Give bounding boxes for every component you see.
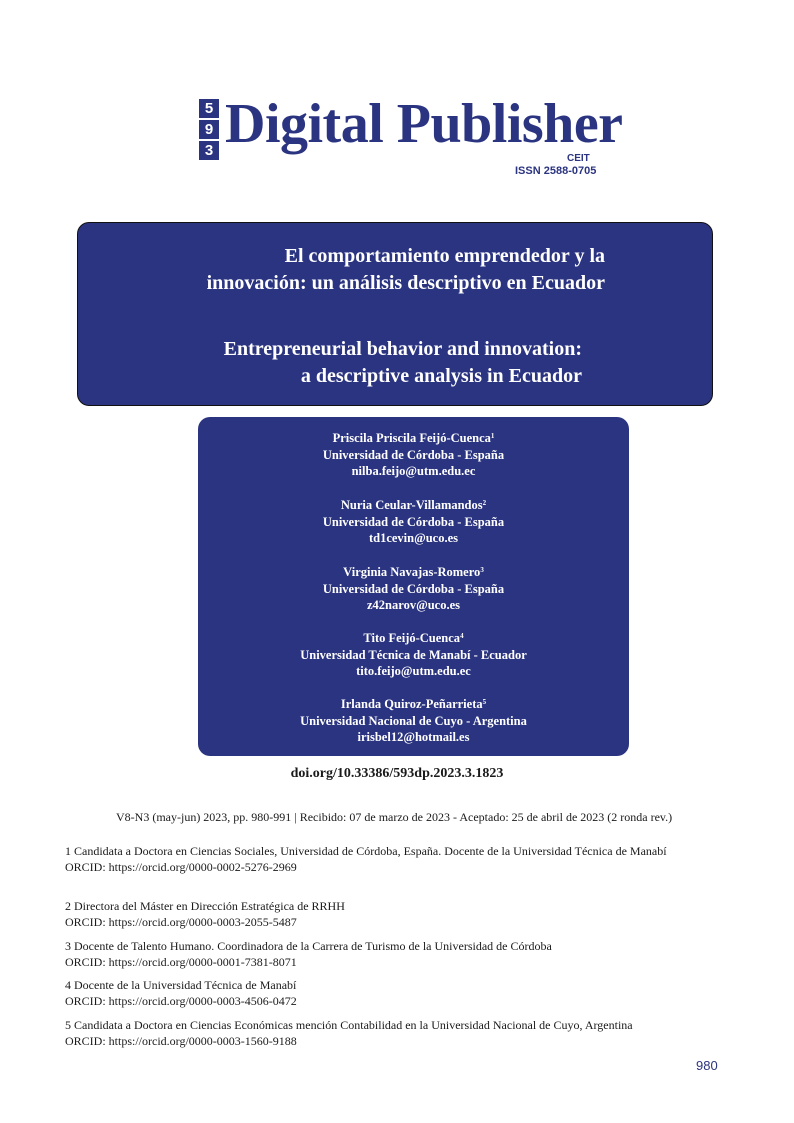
author-affiliation: Universidad de Córdoba - España [322,447,505,462]
author-block [198,696,629,746]
footnote-text: 5 Candidata a Doctora en Ciencias Económicas mención Contabilidad en la Universidad Nacional de Cuyo, Argentina [65,1018,633,1032]
author-email[interactable]: nilba.feijo@utm.edu.ec [351,464,476,478]
author-name: Irlanda Quiroz-Peñarrieta$^5$ [340,697,487,711]
author-footnote-ref[interactable]: 3 [480,566,484,574]
author-block [198,430,629,480]
author-footnote-ref[interactable]: 2 [482,499,487,507]
author-affiliation: Universidad Nacional de Cuyo - Argentina [300,713,527,728]
footnote-text: 4 Docente de la Universidad Técnica de Manabí [65,978,297,992]
footnote [65,938,725,970]
publication-meta: V8-N3 (may-jun) 2023, pp. 980-991 | Recibido: 07 de marzo de 2023 - Aceptado: 25 de abril de 2023 (2 ronda rev.) [116,810,673,824]
orcid-link[interactable]: ORCID: https://orcid.org/0000-0001-7381-8071 [65,955,297,969]
author-block [198,564,629,614]
author-name: Nuria Ceular-Villamandos$^2$ [340,498,487,512]
orcid-link[interactable]: ORCID: https://orcid.org/0000-0003-1560-9188 [65,1034,297,1048]
title-box [77,222,713,406]
orcid-link[interactable]: ORCID: https://orcid.org/0000-0003-4506-0472 [65,994,297,1008]
logo-digit: 5 [199,99,219,118]
logo-digit: 9 [199,120,219,139]
author-name: Priscila Priscila Feijó-Cuenca$^1$ [332,431,495,445]
title-en-line-1: Entrepreneurial behavior and innovation: [223,338,582,360]
title-en-line-2: a descriptive analysis in Ecuador [300,365,582,387]
author-footnote-ref[interactable]: 1 [490,432,495,440]
orcid-link[interactable]: ORCID: https://orcid.org/0000-0002-5276-2969 [65,860,297,874]
author-affiliation: Universidad Técnica de Manabí - Ecuador [300,647,527,662]
footnote [65,1017,725,1049]
author-email[interactable]: irisbel12@hotmail.es [357,730,470,744]
footnote [65,898,725,930]
title-es-line-1: El comportamiento emprendedor y la [284,245,605,267]
footnote [65,843,725,875]
footnote-text: 1 Candidata a Doctora en Ciencias Sociales, Universidad de Córdoba, España. Docente de la Universidad Técnica de Manabí [65,844,667,858]
doi-link[interactable]: doi.org/10.33386/593dp.2023.3.1823 [290,766,504,781]
logo-digit-stack [199,99,219,162]
authors-box [198,417,629,756]
logo-digit: 3 [199,141,219,160]
footnote [65,977,725,1009]
author-affiliation: Universidad de Córdoba - España [322,581,505,596]
author-footnote-ref[interactable]: 5 [482,698,487,706]
author-footnote-ref[interactable]: 4 [460,632,464,640]
author-block [198,630,629,680]
author-name: Virginia Navajas-Romero$^3$ [343,565,484,579]
issn-label: ISSN 2588-0705 [515,165,597,177]
journal-logo [199,93,623,184]
logo-ceit: CEIT [567,153,590,164]
author-affiliation: Universidad de Córdoba - España [322,514,505,529]
author-name: Tito Feijó-Cuenca$^4$ [363,631,464,645]
author-email[interactable]: z42narov@uco.es [367,598,460,612]
title-es-line-2: innovación: un análisis descriptivo en Ecuador [206,272,605,294]
author-block [198,497,629,547]
author-email[interactable]: tito.feijo@utm.edu.ec [356,664,471,678]
footnote-text: 3 Docente de Talento Humano. Coordinadora de la Carrera de Turismo de la Universidad de Córdoba [65,939,552,953]
page-number: 980 [696,1058,718,1073]
orcid-link[interactable]: ORCID: https://orcid.org/0000-0003-2055-5487 [65,915,297,929]
footnote-text: 2 Directora del Máster en Dirección Estratégica de RRHH [65,899,345,913]
logo-name: Digital Publisher [225,93,623,155]
author-email[interactable]: td1cevin@uco.es [368,531,459,545]
